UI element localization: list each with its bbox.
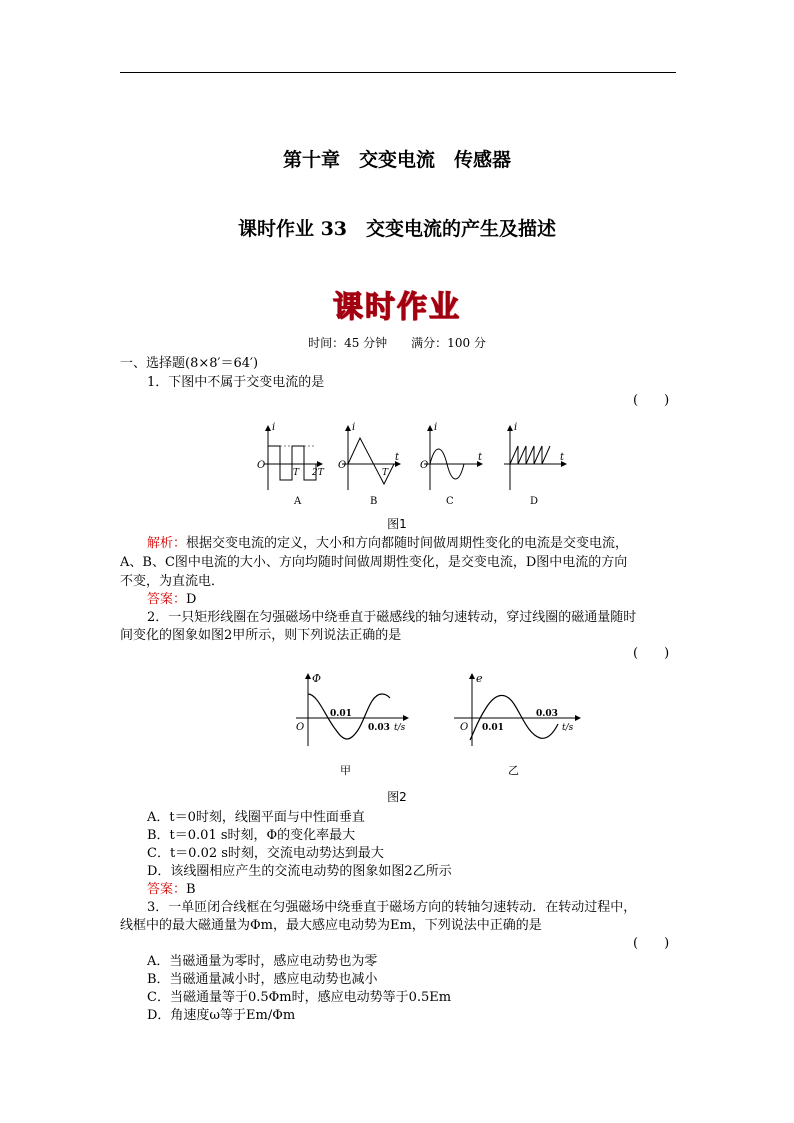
q3-option-c: C．当磁通量等于0.5Φm时，感应电动势等于0.5Em [147, 990, 452, 1005]
q3-option-d: D．角速度ω等于Em/Φm [147, 1008, 296, 1023]
q3-option-a: A．当磁通量为零时，感应电动势也为零 [147, 954, 378, 969]
svg-text:A: A [294, 496, 302, 507]
q1-stem: 1．下图中不属于交变电流的是 [147, 375, 325, 390]
svg-text:T: T [382, 468, 389, 478]
svg-text:O: O [460, 722, 469, 733]
q2-answer-value: B [186, 882, 196, 897]
q2-stem-line-2: 间变化的图象如图2甲所示，则下列说法正确的是 [120, 628, 402, 643]
time-score-info: 时间：45 分钟 满分：100 分 [308, 336, 486, 350]
figure-2-graph-left [296, 672, 408, 777]
svg-text:2T: 2T [312, 468, 324, 478]
homework-banner: 课时作业 [333, 290, 461, 325]
svg-text:D: D [530, 496, 539, 507]
svg-text:i: i [272, 422, 276, 433]
svg-text:C: C [446, 496, 454, 507]
svg-text:O: O [420, 460, 429, 471]
svg-text:t/s: t/s [394, 723, 406, 733]
svg-text:乙: 乙 [508, 764, 519, 777]
header-rule [120, 72, 676, 73]
q1-analysis-line-1 [147, 532, 628, 551]
q3-option-b: B．当磁通量减小时，感应电动势也减小 [147, 972, 378, 987]
svg-text:i: i [434, 422, 438, 433]
q1-answer-paren: ( ) [633, 393, 670, 408]
section-title: 一、选择题(8×8′＝64′) [120, 356, 259, 371]
svg-text:t: t [478, 452, 483, 463]
svg-text:T: T [293, 468, 300, 478]
svg-text:t/s: t/s [562, 723, 574, 733]
svg-text:i: i [514, 422, 518, 433]
svg-text:0.03: 0.03 [536, 709, 558, 719]
svg-text:O: O [338, 460, 347, 471]
figure-1-graph-c [420, 422, 483, 507]
figure-2-caption: 图2 [387, 790, 407, 804]
q1-analysis-line-3: 不变，为直流电． [120, 574, 225, 589]
q1-analysis-line-2: A、B、C图中电流的大小、方向均随时间做周期性变化，是交变电流，D图中电流的方向 [120, 555, 628, 570]
q2-stem-line-1: 2．一只矩形线圈在匀强磁场中绕垂直于磁感线的轴匀速转动，穿过线圈的磁通量随时 [147, 610, 637, 625]
q2-option-d: D．该线圈相应产生的交流电动势的图象如图2乙所示 [147, 864, 452, 879]
svg-text:0.03: 0.03 [368, 723, 390, 733]
q2-option-b: B．t＝0.01 s时刻，Φ的变化率最大 [147, 828, 356, 843]
q1-answer-value: D [186, 592, 197, 607]
q2-answer-paren: ( ) [633, 646, 670, 661]
figure-1 [254, 420, 574, 512]
figure-1-graph-d [504, 422, 566, 507]
svg-text:甲: 甲 [340, 764, 351, 777]
figure-2 [286, 670, 586, 782]
chapter-title: 第十章 交变电流 传感器 [282, 149, 511, 171]
q1-answer-label: 答案： [147, 592, 187, 607]
figure-1-graph-b [338, 422, 400, 507]
svg-text:t: t [560, 452, 565, 463]
figure-2-graph-right [454, 672, 580, 777]
svg-text:O: O [296, 722, 305, 733]
q3-stem-line-2: 线框中的最大磁通量为Φm，最大感应电动势为Em，下列说法中正确的是 [120, 918, 542, 933]
q3-answer-paren: ( ) [633, 936, 670, 951]
figure-1-caption: 图1 [387, 517, 407, 531]
q3-stem-line-1: 3．一单匝闭合线框在匀强磁场中绕垂直于磁场方向的转轴匀速转动．在转动过程中， [147, 900, 637, 915]
svg-text:B: B [370, 496, 378, 507]
q2-answer-line [147, 878, 196, 897]
q1-answer-line [147, 588, 196, 607]
svg-text:t: t [395, 452, 400, 463]
svg-text:0.01: 0.01 [482, 723, 504, 733]
lesson-title: 课时作业 33 交变电流的产生及描述 [237, 218, 557, 240]
q2-option-c: C．t＝0.02 s时刻，交流电动势达到最大 [147, 846, 384, 861]
svg-text:i: i [352, 422, 356, 433]
svg-text:0.01: 0.01 [330, 709, 352, 719]
q1-analysis-text-1: 根据交变电流的定义，大小和方向都随时间做周期性变化的电流是交变电流， [186, 536, 629, 551]
q2-answer-label: 答案： [147, 882, 187, 897]
figure-1-graph-a [257, 422, 325, 507]
q1-analysis-label: 解析： [147, 536, 187, 551]
svg-text:Φ: Φ [312, 672, 322, 685]
q2-option-a: A．t＝0时刻，线圈平面与中性面垂直 [147, 810, 365, 825]
svg-text:e: e [476, 672, 483, 685]
svg-text:O: O [257, 460, 266, 471]
